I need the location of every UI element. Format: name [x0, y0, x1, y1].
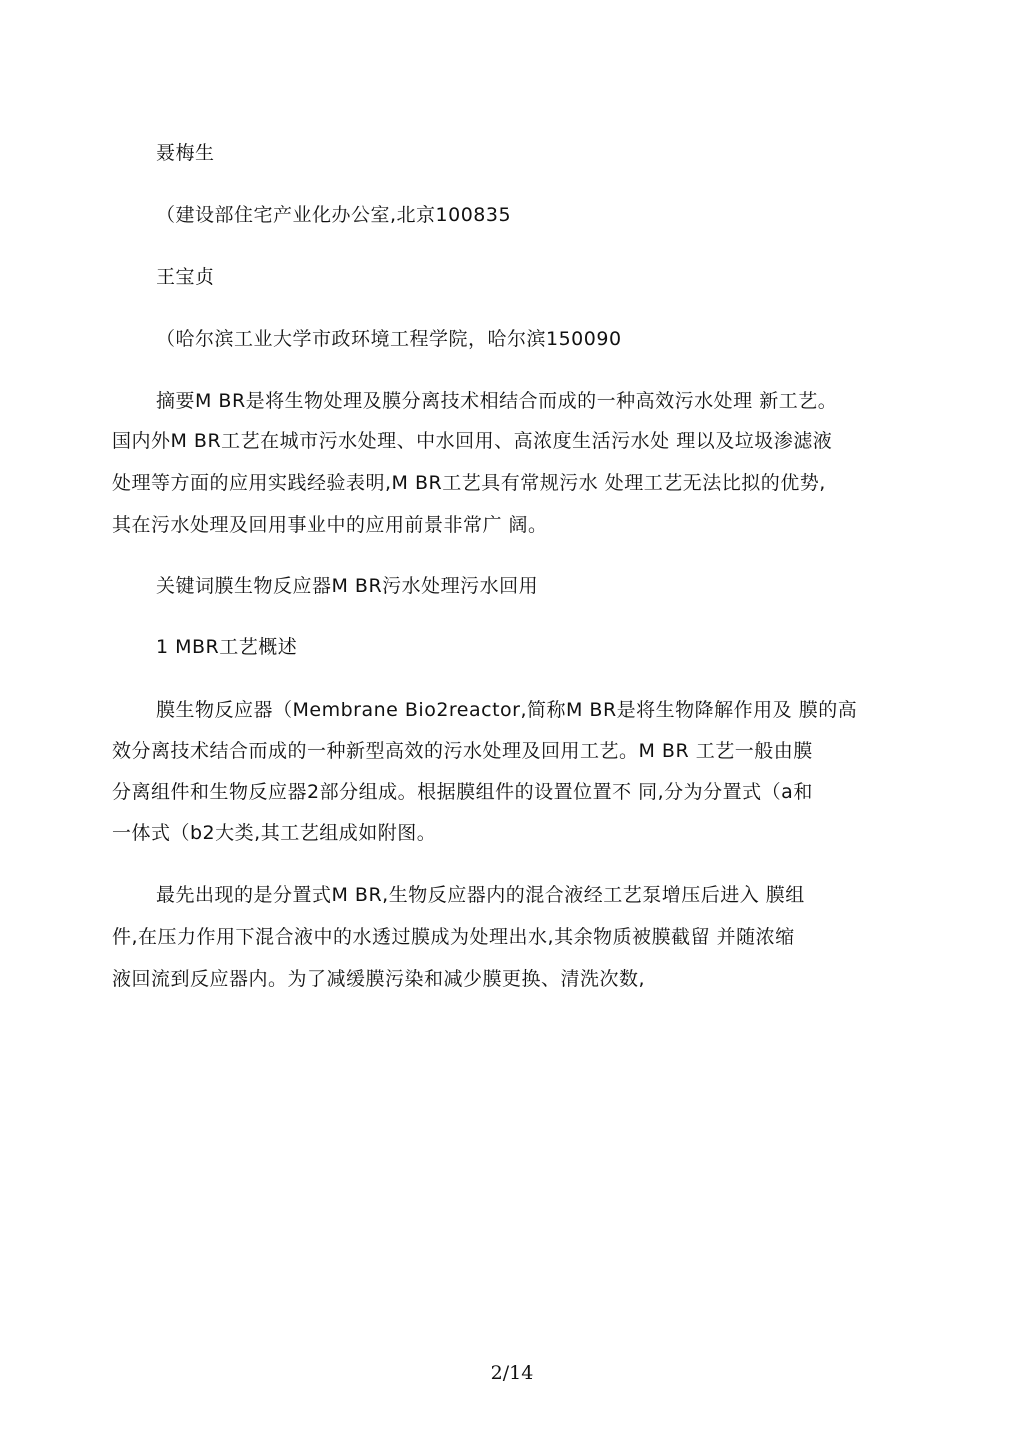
abstract-line: 其在污水处理及回用事业中的应用前景非常广 阔。 — [112, 514, 548, 536]
abstract-line: 处理等方面的应用实践经验表明,M BR工艺具有常规污水 处理工艺无法比拟的优势, — [112, 472, 826, 494]
abstract-line: 国内外M BR工艺在城市污水处理、中水回用、高浓度生活污水处 理以及垃圾渗滤液 — [112, 430, 833, 452]
abstract-line: 摘要M BR是将生物处理及膜分离技术相结合而成的一种高效污水处理 新工艺。 — [156, 390, 838, 412]
paragraph-line: 液回流到反应器内。为了减缓膜污染和减少膜更换、清洗次数, — [112, 968, 646, 990]
paragraph-line: 膜生物反应器（Membrane Bio2reactor,简称M BR是将生物降解作用及 膜的高 — [156, 699, 858, 721]
section-heading: 1 MBR工艺概述 — [156, 636, 298, 658]
author-affiliation: （建设部住宅产业化办公室,北京100835 — [156, 204, 512, 226]
author-affiliation: （哈尔滨工业大学市政环境工程学院，哈尔滨150090 — [156, 328, 622, 350]
paragraph-line: 最先出现的是分置式M BR,生物反应器内的混合液经工艺泵增压后进入 膜组 — [156, 884, 805, 906]
author-name: 聂梅生 — [156, 142, 215, 164]
paragraph-line: 件,在压力作用下混合液中的水透过膜成为处理出水,其余物质被膜截留 并随浓缩 — [112, 926, 795, 948]
paragraph-line: 分离组件和生物反应器2部分组成。根据膜组件的设置位置不 同,分为分置式（a和 — [112, 781, 813, 803]
keywords: 关键词膜生物反应器M BR污水处理污水回用 — [156, 575, 539, 597]
paragraph-line: 一体式（b2大类,其工艺组成如附图。 — [112, 822, 437, 844]
page-number: 2/14 — [490, 1362, 534, 1384]
paragraph-line: 效分离技术结合而成的一种新型高效的污水处理及回用工艺。M BR 工艺一般由膜 — [112, 740, 813, 762]
author-name: 王宝贞 — [156, 266, 215, 288]
